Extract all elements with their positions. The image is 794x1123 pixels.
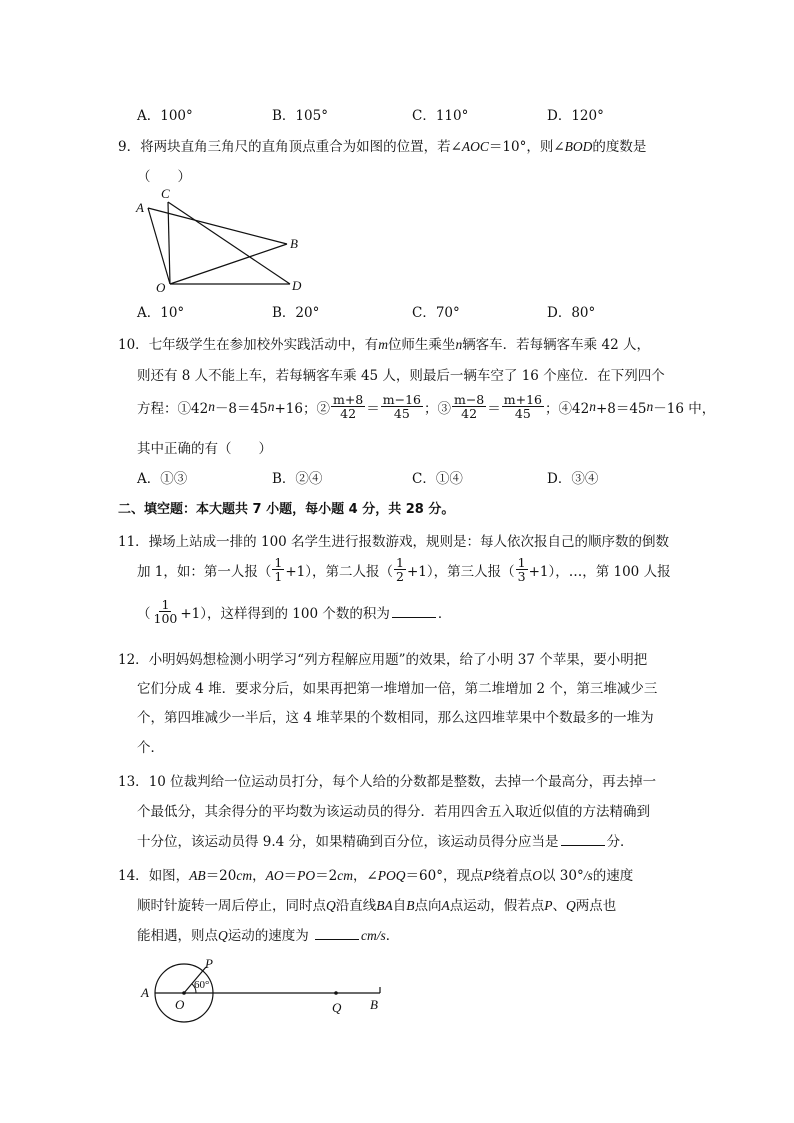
q14-line-1: 14．如图，AB＝20cm，AO＝PO＝2cm，∠POQ＝60°，现点P绕着点O以 30°/s的速度 bbox=[118, 868, 634, 884]
q14-line-2: 顺时针旋转一周后停止，同时点Q沿直线BA自B点向A点运动，假若点P、Q两点也 bbox=[137, 898, 617, 914]
q9-option-a[interactable]: A．10° bbox=[137, 305, 185, 321]
q9-label-a: A bbox=[136, 200, 144, 215]
q10-line-4: 其中正确的有（ ） bbox=[137, 441, 272, 457]
q11-frac-2: $\frac{1}{2}$ bbox=[396, 555, 404, 585]
q9-line-oa bbox=[148, 208, 170, 284]
q10-frac-2: $\frac{m-16}{45}$ bbox=[382, 392, 421, 422]
q13-line-3: 十分位，该运动员得 9.4 分，如果精确到百分位，该运动员得分应当是 分． bbox=[137, 834, 634, 850]
q10-option-d[interactable]: D．③④ bbox=[547, 471, 599, 487]
q9-option-d[interactable]: D．80° bbox=[547, 305, 596, 321]
q11-frac-3: $\frac{1}{3}$ bbox=[517, 555, 526, 585]
q8-option-a[interactable]: A．100° bbox=[137, 108, 193, 124]
q9-label-o: O bbox=[156, 280, 166, 295]
q11-frac-4: $\frac{1}{100}$ bbox=[153, 597, 178, 627]
q11-line-1: 11．操场上站成一排的 100 名学生进行报数游戏，规则是：每人依次报自己的顺序数的倒数 bbox=[118, 534, 670, 550]
q14-point-q bbox=[334, 991, 338, 995]
q9-answer-paren: （ ） bbox=[137, 169, 191, 185]
q11-frac-1: $\frac{1}{1}$ bbox=[274, 555, 283, 585]
q9-line-oc bbox=[168, 202, 170, 284]
q8-option-d[interactable]: D．120° bbox=[547, 108, 604, 124]
q13-line-1: 13．10 位裁判给一位运动员打分，每个人给的分数都是整数，去掉一个最高分，再去掉一 bbox=[118, 774, 657, 790]
q10-option-c[interactable]: C．①④ bbox=[412, 471, 463, 487]
q14-label-p: P bbox=[205, 956, 213, 971]
q14-answer-blank[interactable] bbox=[315, 927, 359, 940]
q14-line-3: 能相遇，则点Q运动的速度为 cm/s． bbox=[137, 928, 400, 944]
q12-line-4: 个． bbox=[137, 740, 164, 756]
q8-option-c[interactable]: C．110° bbox=[412, 108, 469, 124]
q11-answer-blank[interactable] bbox=[392, 605, 436, 618]
q9-option-c[interactable]: C．70° bbox=[412, 305, 460, 321]
q13-answer-blank[interactable] bbox=[561, 833, 605, 846]
q14-label-q: Q bbox=[332, 1000, 342, 1015]
q11-line-2: 加 1，如：第一人报（ $\frac{1}{1}$ +1），第二人报（ $\frac{1}{2}$ +1），第三人报（ $\frac{1}{3}$ +1），…，第 100 人报 bbox=[137, 555, 671, 585]
q13-line-2: 个最低分，其余得分的平均数为该运动员的得分．若用四舍五入取近似值的方法精确到 bbox=[137, 804, 650, 820]
q9-label-c: C bbox=[161, 186, 170, 201]
q14-point-o bbox=[182, 991, 186, 995]
q9-line-ob bbox=[170, 244, 287, 284]
q12-line-1: 12．小明妈妈想检测小明学习“列方程解应用题”的效果，给了小明 37 个苹果，要小明把 bbox=[118, 652, 648, 668]
q14-label-a: A bbox=[141, 985, 149, 1000]
q9-figure bbox=[130, 186, 320, 296]
q10-equations: 方程：①42 n －8＝45 n +16；② $\frac{m+8}{42}$ ＝ $\frac{m-16}{45}$ ；③ $\frac{m-8}{42}$ ＝ $\frac{m+16}{45}$ ；④42 n +8＝45 n －16 中， bbox=[137, 392, 716, 422]
q9-label-b: B bbox=[290, 236, 298, 251]
q12-line-3: 个，第四堆减少一半后，这 4 堆苹果的个数相同，那么这四堆苹果中个数最多的一堆为 bbox=[137, 710, 654, 726]
q9-label-d: D bbox=[292, 278, 302, 293]
q9-line-cd bbox=[168, 202, 290, 284]
q14-label-angle: 60° bbox=[194, 979, 210, 991]
q10-frac-1: $\frac{m+8}{42}$ bbox=[332, 392, 364, 422]
q14-label-o: O bbox=[175, 997, 185, 1012]
q11-line-3: （ $\frac{1}{100}$ +1），这样得到的 100 个数的积为 ． bbox=[137, 597, 452, 627]
q12-line-2: 它们分成 4 堆．要求分后，如果再把第一堆增加一倍，第二堆增加 2 个，第三堆减少三 bbox=[137, 681, 658, 697]
q10-line-1: 10．七年级学生在参加校外实践活动中，有m位师生乘坐n辆客车．若每辆客车乘 42 人， bbox=[118, 337, 650, 353]
q10-frac-3: $\frac{m-8}{42}$ bbox=[453, 392, 485, 422]
q9-stem: 9．将两块直角三角尺的直角顶点重合为如图的位置，若∠AOC＝10°，则∠BOD的度数是 bbox=[118, 139, 647, 155]
q10-frac-4: $\frac{m+16}{45}$ bbox=[503, 392, 542, 422]
q14-label-b: B bbox=[370, 997, 378, 1012]
q10-option-b[interactable]: B．②④ bbox=[272, 471, 323, 487]
q10-line-2: 则还有 8 人不能上车，若每辆客车乘 45 人，则最后一辆车空了 16 个座位．在下列四个 bbox=[137, 368, 665, 384]
q14-figure bbox=[135, 952, 395, 1032]
section-2-title: 二、填空题：本大题共 7 小题，每小题 4 分，共 28 分。 bbox=[118, 502, 455, 517]
q9-option-b[interactable]: B．20° bbox=[272, 305, 320, 321]
q8-option-b[interactable]: B．105° bbox=[272, 108, 328, 124]
q10-option-a[interactable]: A．①③ bbox=[137, 471, 188, 487]
